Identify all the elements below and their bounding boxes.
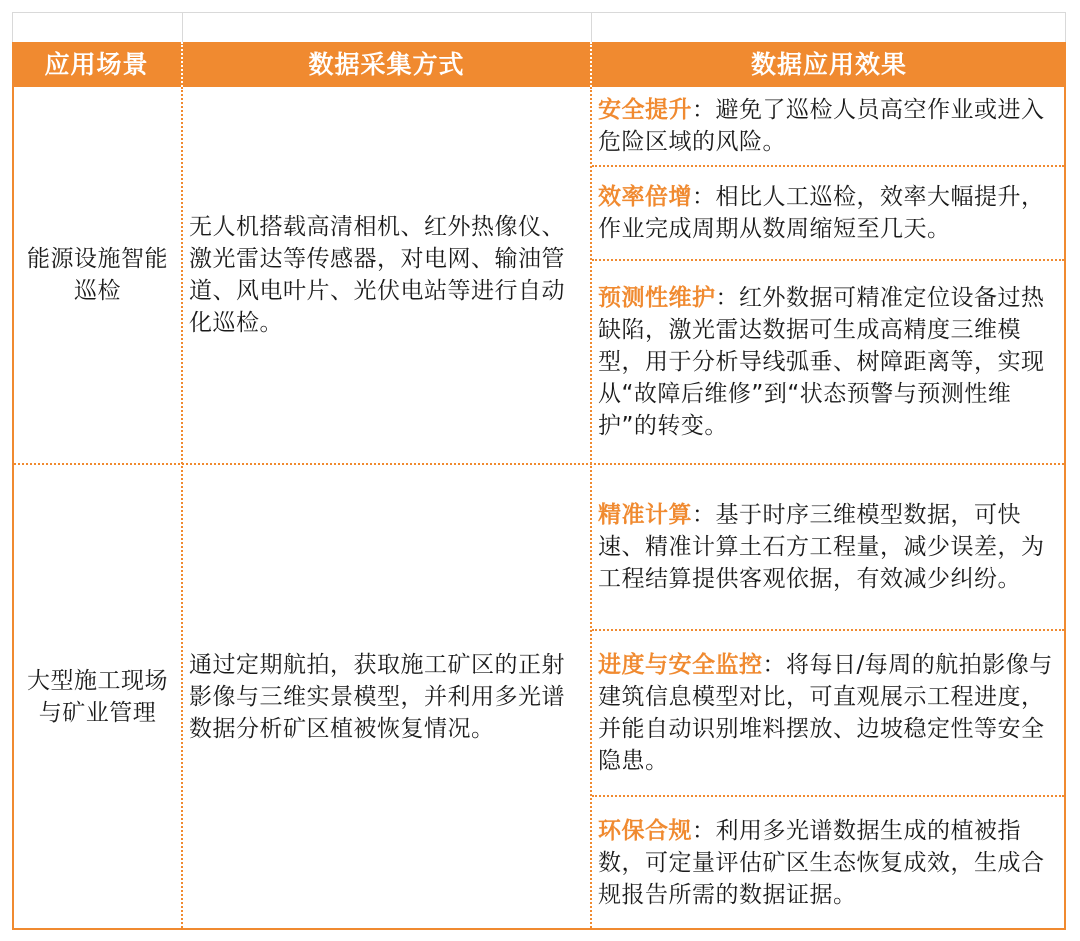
effect-text: ：相比人工巡检，效率大幅提升，作业完成周期从数周缩短至几天。 xyxy=(598,184,1045,242)
table-row-2-scene: 大型施工现场与矿业管理 xyxy=(27,667,168,726)
table-row-1-effect-3 xyxy=(592,261,1064,463)
effect-text: ：基于时序三维模型数据，可快速、精准计算土石方工程量，减少误差，为工程结算提供客观依据，有效减少纠纷。 xyxy=(598,502,1045,592)
effect-keyword: 进度与安全监控 xyxy=(598,652,763,678)
effect-keyword: 效率倍增 xyxy=(598,184,692,210)
effect-text: ：避免了巡检人员高空作业或进入危险区域的风险。 xyxy=(598,97,1045,155)
header-effect: 数据应用效果 xyxy=(750,50,907,79)
spreadsheet-top-row xyxy=(12,12,1066,42)
table-row-1-effect-1 xyxy=(592,87,1064,165)
effect-text: ：将每日/每周的航拍影像与建筑信息模型对比，可直观展示工程进度，并能自动识别堆料摆放、边坡稳定性等安全隐患。 xyxy=(598,652,1053,774)
data-table xyxy=(12,12,1066,930)
table-row-2-effect-3 xyxy=(592,797,1064,928)
header-scene: 应用场景 xyxy=(44,50,149,79)
effect-text: ：红外数据可精准定位设备过热缺陷，激光雷达数据可生成高精度三维模型，用于分析导线弧垂、树障距离等，实现从“故障后维修”到“状态预警与预测性维护”的转变。 xyxy=(598,285,1045,439)
effect-keyword: 安全提升 xyxy=(598,97,692,123)
table-row-1-method: 无人机搭载高清相机、红外热像仪、激光雷达等传感器，对电网、输油管道、风电叶片、光伏电站等进行自动化巡检。 xyxy=(189,214,565,336)
grid-line xyxy=(182,13,183,43)
table-body xyxy=(12,87,1066,930)
effect-keyword: 预测性维护 xyxy=(598,285,716,311)
table-row-1-effect-2 xyxy=(592,167,1064,259)
table-row-2-effect-2 xyxy=(592,631,1064,795)
table-row-2-effect-1 xyxy=(592,465,1064,629)
table-header xyxy=(12,42,1066,87)
table-row-1-scene: 能源设施智能巡检 xyxy=(27,246,168,304)
header-method: 数据采集方式 xyxy=(308,50,465,79)
table-row-2-method: 通过定期航拍，获取施工矿区的正射影像与三维实景模型，并利用多光谱数据分析矿区植被恢复情况。 xyxy=(189,651,565,742)
effect-text: ：利用多光谱数据生成的植被指数，可定量评估矿区生态恢复成效，生成合规报告所需的数据证据。 xyxy=(598,817,1045,908)
effect-keyword: 环保合规 xyxy=(598,817,692,844)
effect-keyword: 精准计算 xyxy=(598,502,692,528)
grid-line xyxy=(591,13,592,43)
